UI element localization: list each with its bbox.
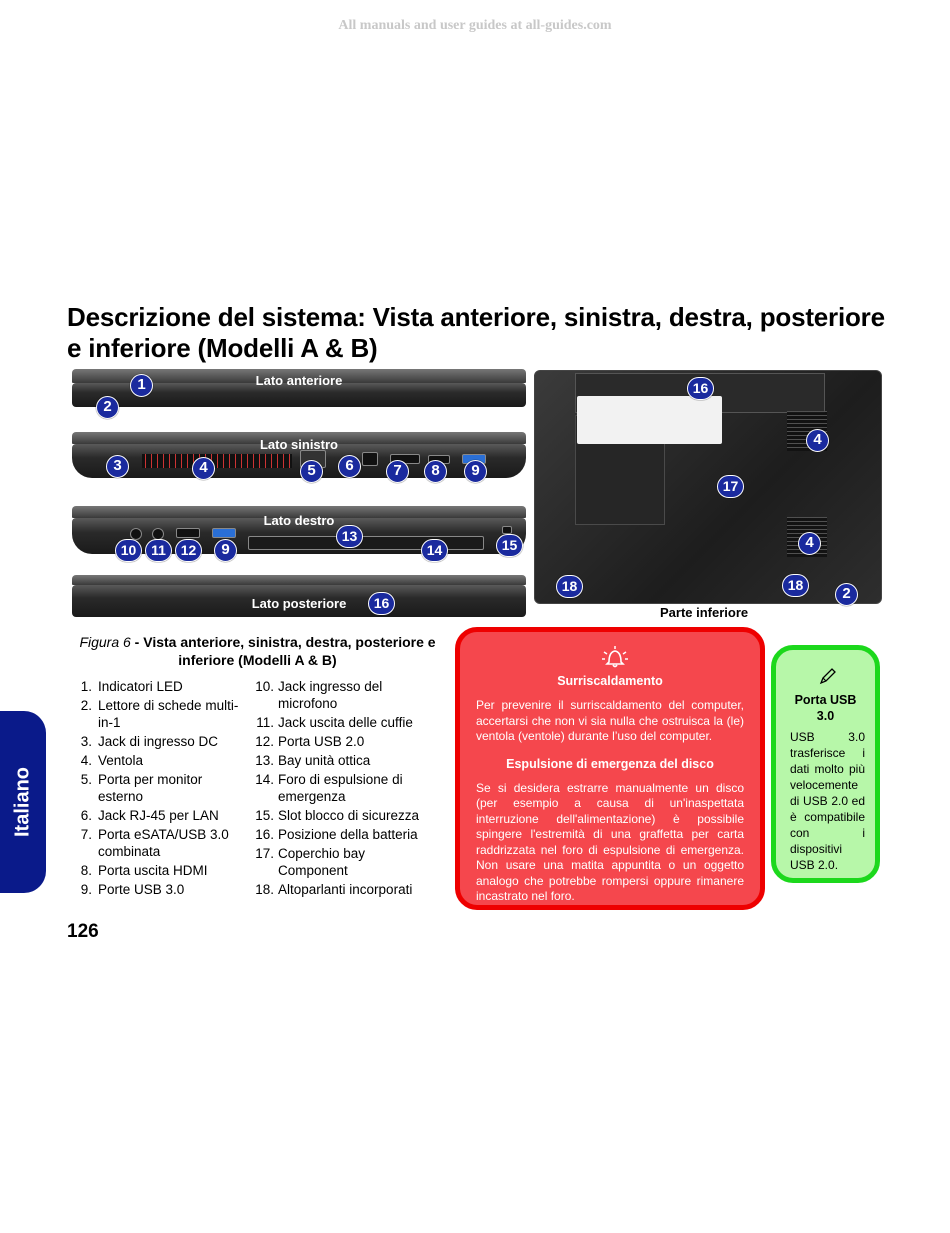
callout-badge: 4 [798,532,821,555]
warning-box [455,627,765,910]
callout-badge: 7 [386,460,409,483]
callout-badge: 10 [115,539,142,562]
callout-badge: 9 [464,460,487,483]
callout-badge: 17 [717,475,744,498]
left-view-label: Lato sinistro [259,437,338,452]
list-item: 12. Porta USB 2.0 [255,734,365,749]
legend-list-left [74,678,244,900]
fan-vent [142,454,292,468]
list-item: 7. Porta eSATA/USB 3.0 combinata [80,827,229,859]
list-item: 16. Posizione della batteria [255,827,418,842]
page-title: Descrizione del sistema: Vista anteriore, sinistra, destra, posteriore e inferiore (Modelli A & B) [67,302,885,363]
optical-drive-bay [248,536,484,550]
list-item: 18. Altoparlanti incorporati [255,882,413,897]
list-item: 10. Jack ingresso del microfono [255,679,383,711]
callout-badge: 4 [192,457,215,480]
callout-badge: 16 [687,377,714,400]
right-view-label: Lato destro [263,513,335,528]
legend-list-right [252,678,437,900]
figure-caption [70,633,445,669]
usb2-port [176,528,200,538]
bottom-view-label: Parte inferiore [660,605,749,620]
usb3-port [212,528,236,538]
warning-heading: Espulsione di emergenza del disco [506,756,714,771]
callout-badge: 9 [214,539,237,562]
list-item: 11. Jack uscita delle cuffie [256,715,413,730]
list-item: 8. Porta uscita HDMI [80,863,208,878]
callout-badge: 18 [782,574,809,597]
note-heading: Porta USB 3.0 [794,693,857,723]
note-box [771,645,880,883]
list-item: 2. Lettore di schede multi-in-1 [80,698,239,730]
right-side-view [72,506,526,562]
callout-badge: 4 [806,429,829,452]
list-item: 17. Coperchio bay Component [255,846,366,878]
caption-text: Vista anteriore, sinistra, destra, posteriore e inferiore (Modelli A & B) [143,634,436,668]
warning-text: Se si desidera estrarre manualmente un disco (per esempio a causa di un'inaspettata interruzione dell'alimentazione) è possibile spingere l'estremità di una graffetta per carta raddrizzata nel foro di espulsione di emergenza. Non usare una matita appuntita o un oggetto analogo che potrebbe rompersi oppure rimanere incastrato nel foro. [476,780,744,903]
caption-dash: - [130,634,144,650]
callout-badge: 11 [145,539,172,562]
bottom-view [534,370,882,604]
pen-icon [818,666,838,686]
callout-badge: 2 [96,396,119,419]
rear-view-label: Lato posteriore [251,596,347,611]
callout-badge: 8 [424,460,447,483]
callout-badge: 14 [421,539,448,562]
callout-badge: 13 [336,525,363,548]
front-view-label: Lato anteriore [255,373,343,388]
page-number: 126 [67,921,99,942]
list-item: 6. Jack RJ-45 per LAN [80,808,219,823]
callout-badge: 16 [368,592,395,615]
left-side-view [72,432,526,484]
label-sticker [577,396,722,444]
list-item: 13. Bay unità ottica [255,753,371,768]
language-tab [0,711,46,893]
alarm-bell-icon [600,644,630,670]
list-item: 9. Porte USB 3.0 [80,882,185,897]
callout-badge: 3 [106,455,129,478]
warning-text: Per prevenire il surriscaldamento del computer, accertarsi che non vi sia nulla che ostruisca la (le) ventola (ventole) durante l’uso del computer. [476,698,744,743]
front-view [72,369,526,415]
list-item: 5. Porta per monitor esterno [80,772,203,804]
watermark: All manuals and user guides at all-guides.com [338,18,612,33]
note-text: USB 3.0 trasferisce i dati molto più velocemente di USB 2.0 ed è compatibile con i dispositivi USB 2.0. [790,730,865,872]
callout-badge: 18 [556,575,583,598]
warning-heading: Surriscaldamento [557,674,663,688]
callout-badge: 1 [130,374,153,397]
callout-badge: 12 [175,539,202,562]
list-item: 15. Slot blocco di sicurezza [255,808,420,823]
callout-badge: 15 [496,534,523,557]
lan-port [362,452,378,466]
callout-badge: 6 [338,455,361,478]
language-tab-label: Italiano [11,766,34,838]
list-item: 14. Foro di espulsione di emergenza [255,772,403,804]
figure-number: Figura 6 [79,634,131,650]
callout-badge: 5 [300,460,323,483]
list-item: 1. Indicatori LED [80,679,183,694]
callout-badge: 2 [835,583,858,606]
list-item: 3. Jack di ingresso DC [80,734,219,749]
list-item: 4. Ventola [80,753,144,768]
rear-view [72,575,526,619]
